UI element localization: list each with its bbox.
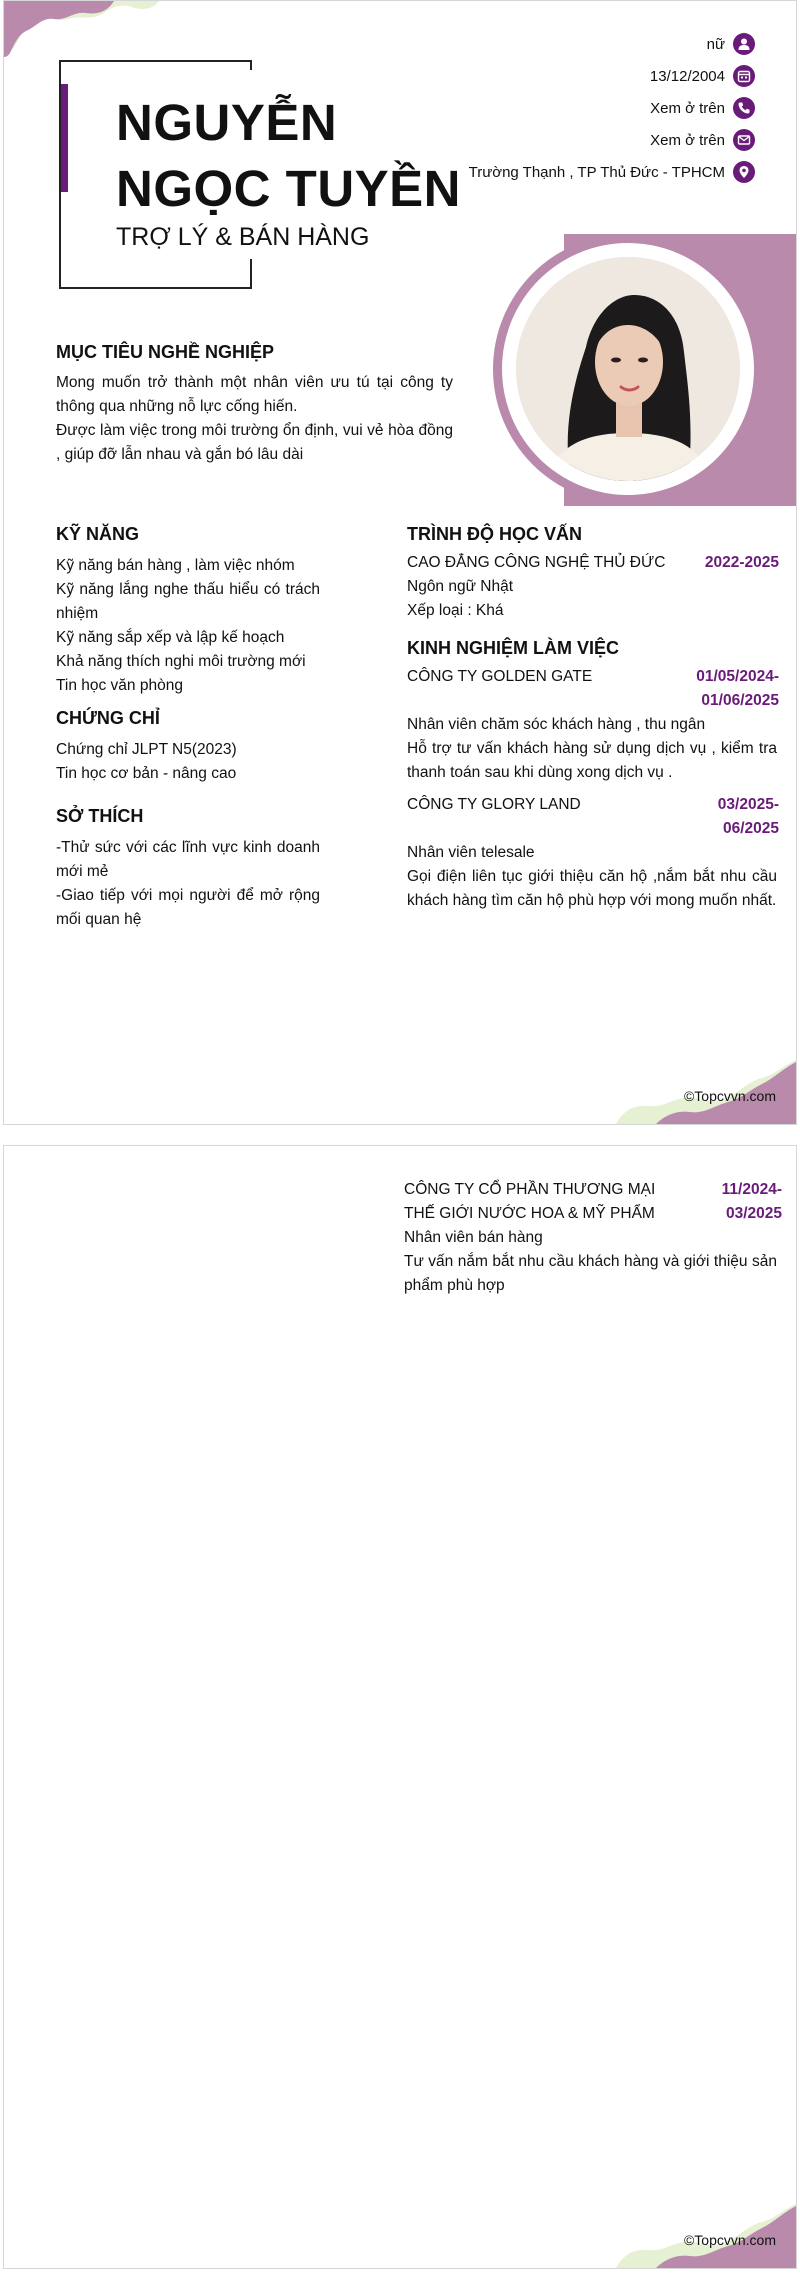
- contact-address: [469, 159, 755, 185]
- corner-decoration-top-left: [4, 1, 164, 61]
- education-grade: Xếp loại : Khá: [407, 602, 504, 619]
- job-3-date: [682, 1178, 782, 1226]
- hobbies-title: SỞ THÍCH: [56, 806, 144, 826]
- job-2-description: Gọi điện liên tục giới thiệu căn hộ ,nắm bắt nhu cầu khách hàng tìm căn hộ phù hợp với mong muốn nhất.: [407, 868, 777, 909]
- job-1-date: [669, 665, 779, 713]
- job-2-date-start: 03/2025-: [717, 796, 779, 813]
- contact-gender: [707, 31, 755, 57]
- objective-title: MỤC TIÊU NGHỀ NGHIỆP: [56, 342, 275, 362]
- user-icon: [733, 33, 755, 55]
- email-text: Xem ở trên: [650, 131, 725, 149]
- education-major: Ngôn ngữ Nhật: [407, 578, 514, 595]
- job-3-description: Tư vấn nắm bắt nhu cầu khách hàng và giới thiệu sản phẩm phù hợp: [404, 1253, 777, 1294]
- certificates-list: [56, 738, 320, 786]
- job-2-company: CÔNG TY GLORY LAND: [407, 796, 581, 813]
- education-school: CAO ĐẲNG CÔNG NGHỆ THỦ ĐỨC: [407, 554, 666, 571]
- title-frame-bottom-tick: [250, 259, 252, 288]
- contact-birthday: [650, 63, 755, 89]
- name-line-2: NGỌC TUYỀN: [116, 160, 462, 217]
- job-2-position: Nhân viên telesale: [407, 844, 535, 861]
- certificate-item: Tin học cơ bản - nâng cao: [56, 765, 237, 782]
- title-frame-bottom: [59, 287, 252, 289]
- job-1-position: Nhân viên chăm sóc khách hàng , thu ngân: [407, 716, 706, 733]
- cv-page-1: [3, 0, 797, 1125]
- job-3-date-end: 03/2025: [725, 1205, 782, 1222]
- calendar-icon: [733, 65, 755, 87]
- profile-photo: [516, 257, 740, 481]
- skill-item: Khả năng thích nghi môi trường mới: [56, 653, 306, 670]
- phone-icon: [733, 97, 755, 119]
- skill-item: Kỹ năng bán hàng , làm việc nhóm: [56, 557, 295, 574]
- footer-watermark: ©Topcvvn.com: [683, 2232, 776, 2248]
- job-3-company: CÔNG TY CỔ PHẦN THƯƠNG MẠI THẾ GIỚI NƯỚC HOA & MỸ PHẨM: [404, 1181, 656, 1222]
- contact-email: [650, 127, 755, 153]
- title-frame-top: [59, 60, 252, 62]
- title-frame-top-tick: [250, 60, 252, 70]
- job-1-company: CÔNG TY GOLDEN GATE: [407, 668, 593, 685]
- contact-phone: [650, 95, 755, 121]
- phone-text: Xem ở trên: [650, 99, 725, 117]
- job-3-position: Nhân viên bán hàng: [404, 1229, 543, 1246]
- job-role: TRỢ LÝ & BÁN HÀNG: [116, 223, 370, 251]
- job-1-date-start: 01/05/2024-: [696, 668, 779, 685]
- skill-item: Tin học văn phòng: [56, 677, 183, 694]
- skills-list: [56, 554, 320, 698]
- certificate-item: Chứng chỉ JLPT N5(2023): [56, 741, 237, 758]
- envelope-icon: [733, 129, 755, 151]
- profile-photo-frame: [493, 234, 763, 504]
- job-1-description: Hỗ trợ tư vấn khách hàng sử dụng dịch vụ , kiểm tra thanh toán sau khi dùng xong dịch vụ .: [407, 740, 777, 781]
- skill-item: Kỹ năng lắng nghe thấu hiểu có trách nhiệm: [56, 581, 320, 622]
- job-2-date-end: 06/2025: [722, 820, 779, 837]
- experience-title: KINH NGHIỆM LÀM VIỆC: [407, 638, 620, 658]
- hobbies-list: [56, 836, 320, 932]
- job-1-date-end: 01/06/2025: [701, 692, 779, 709]
- job-3-date-start: 11/2024-: [721, 1181, 782, 1198]
- objective-text: [56, 371, 453, 467]
- address-text: Trường Thạnh , TP Thủ Đức - TPHCM: [468, 163, 725, 181]
- hobby-item: -Giao tiếp với mọi người để mở rộng mối quan hệ: [56, 887, 320, 928]
- certificates-title: CHỨNG CHỈ: [56, 708, 160, 728]
- name-line-1: NGUYỄN: [116, 94, 338, 151]
- hobby-item: -Thử sức với các lĩnh vực kinh doanh mới mẻ: [56, 839, 320, 880]
- objective-paragraph-1: Mong muốn trở thành một nhân viên ưu tú tại công ty thông qua những nỗ lực cống hiến.: [56, 374, 453, 415]
- education-period: 2022-2025: [704, 554, 779, 571]
- gender-text: nữ: [706, 35, 725, 53]
- title-accent-bar: [61, 84, 68, 192]
- location-pin-icon: [733, 161, 755, 183]
- objective-paragraph-2: Được làm việc trong môi trường ổn định, vui vẻ hòa đồng , giúp đỡ lẫn nhau và gắn bó lâu dài: [56, 422, 453, 463]
- footer-watermark: ©Topcvvn.com: [683, 1088, 776, 1104]
- education-title: TRÌNH ĐỘ HỌC VẤN: [407, 524, 582, 544]
- job-2-date: [669, 793, 779, 841]
- birthday-text: 13/12/2004: [649, 67, 725, 85]
- skills-title: KỸ NĂNG: [56, 524, 140, 544]
- skill-item: Kỹ năng sắp xếp và lập kế hoạch: [56, 629, 285, 646]
- photo-ring-inner: [502, 243, 754, 495]
- cv-page-2: [3, 1145, 797, 2269]
